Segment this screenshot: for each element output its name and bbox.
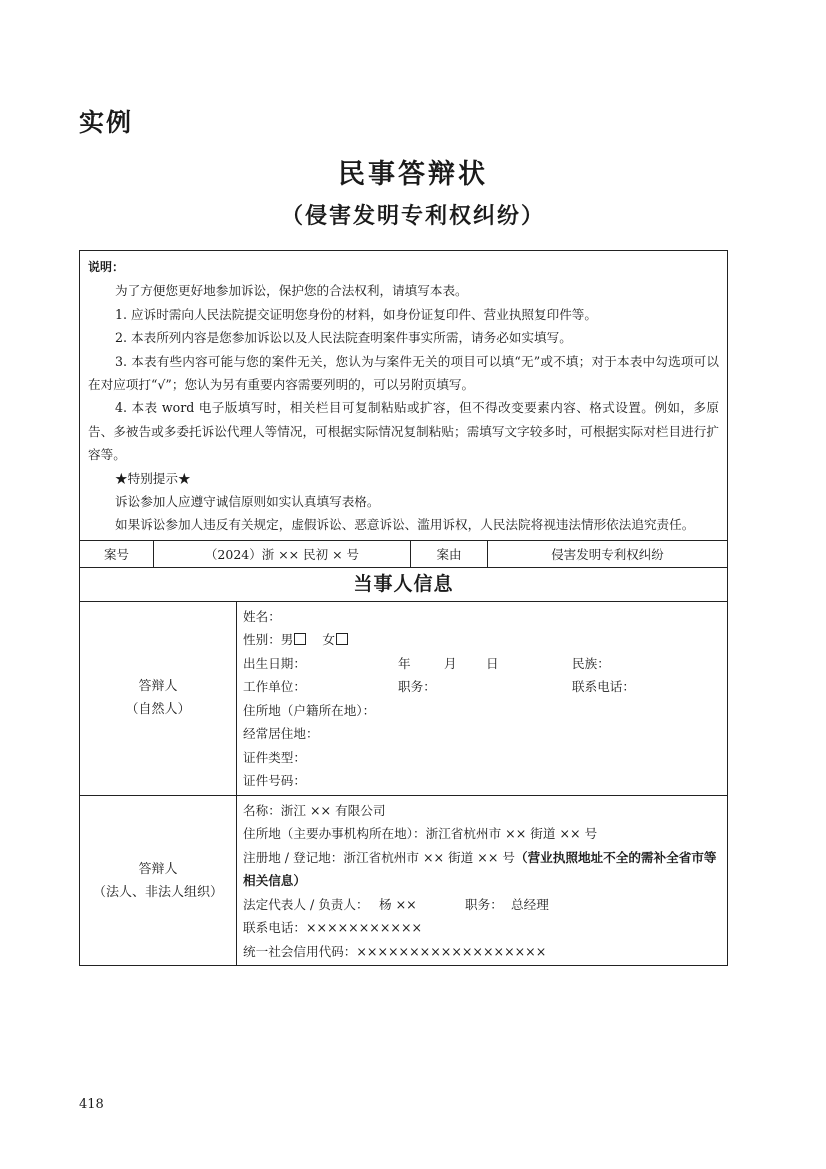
entity-address-field [243, 822, 722, 846]
representative-field [243, 893, 722, 917]
id-number-field[interactable]: 证件号码： [243, 773, 306, 789]
male-option-label: 男 [280, 632, 294, 648]
cause-value[interactable]: 侵害发明专利权纠纷 [551, 546, 664, 562]
special-notice-heading: ★特别提示★ [115, 470, 191, 486]
entity-name-value[interactable]: 浙江 ×× 有限公司 [280, 802, 386, 818]
male-checkbox[interactable] [294, 633, 306, 645]
name-field[interactable]: 姓名： [243, 608, 281, 624]
employer-field[interactable]: 工作单位： [243, 679, 306, 695]
registration-field [243, 846, 722, 893]
case-info-row [80, 541, 727, 568]
legal-entity-section [80, 795, 727, 966]
entity-phone-label: 联系电话： [243, 920, 306, 936]
instruction-paragraph: 为了方便您更好地参加诉讼，保护您的合法权利，请填写本表。 [115, 283, 468, 299]
id-type-field[interactable]: 证件类型： [243, 749, 306, 765]
instruction-paragraph: 1. 应诉时需向人民法院提交证明您身份的材料，如身份证复印件、营业执照复印件等。 [115, 306, 597, 322]
gender-field [243, 628, 722, 652]
document-title: 民事答辩状 [338, 159, 488, 190]
representative-value[interactable]: 杨 ×× [379, 896, 417, 912]
entity-address-label: 住所地（主要办事机构所在地）： [243, 826, 426, 842]
natural-person-label [80, 602, 237, 795]
natural-person-fields [237, 602, 727, 795]
natural-person-section [80, 602, 727, 795]
registration-note: （营业执照地址不全的需补全省市等相关信息） [243, 849, 717, 889]
employment-field [243, 675, 722, 699]
case-number-label: 案号 [80, 541, 154, 567]
registration-value[interactable]: 浙江省杭州市 ×× 街道 ×× 号 [343, 849, 515, 865]
respondent-role: 答辩人 [138, 679, 178, 695]
gender-label: 性别： [243, 632, 281, 648]
instructions-section [80, 251, 727, 541]
entity-name-field [243, 799, 722, 823]
female-option-label: 女 [322, 632, 335, 648]
birth-date-label: 出生日期： [243, 655, 306, 671]
credit-code-label: 统一社会信用代码： [243, 943, 357, 959]
party-info-header: 当事人信息 [80, 568, 727, 602]
section-label: 实例 [79, 108, 134, 137]
credit-code-field [243, 940, 722, 964]
cause-label: 案由 [411, 541, 488, 567]
domicile-field[interactable]: 住所地（户籍所在地）： [243, 702, 376, 718]
page-number: 418 [79, 1097, 104, 1112]
residence-field[interactable]: 经常居住地： [243, 726, 319, 742]
entity-phone-value[interactable]: ××××××××××× [305, 920, 423, 936]
representative-position-label: 职务： [465, 896, 503, 912]
respondent-role: 答辩人 [138, 861, 178, 877]
birth-day-label[interactable]: 日 [486, 655, 499, 671]
legal-entity-label [80, 796, 237, 966]
phone-field[interactable]: 联系电话： [572, 679, 635, 695]
respondent-type: （自然人） [125, 702, 191, 718]
instructions-label: 说明： [88, 260, 125, 274]
entity-phone-field [243, 916, 722, 940]
instruction-paragraph: 2. 本表所列内容是您参加诉讼以及人民法院查明案件事实所需，请务必如实填写。 [115, 330, 572, 346]
defense-form [79, 250, 728, 966]
birth-month-label[interactable]: 月 [444, 655, 457, 671]
instruction-paragraph: 如果诉讼参加人违反有关规定，虚假诉讼、恶意诉讼、滥用诉权，人民法院将视违法情形依法追究责任。 [115, 517, 695, 533]
entity-address-value[interactable]: 浙江省杭州市 ×× 街道 ×× 号 [425, 826, 598, 842]
female-checkbox[interactable] [336, 633, 348, 645]
instruction-paragraph: 诉讼参加人应遵守诚信原则如实认真填写表格。 [115, 494, 380, 510]
legal-entity-fields [237, 796, 727, 966]
case-number-value[interactable]: （2024）浙 ×× 民初 × 号 [154, 541, 411, 567]
ethnicity-field[interactable]: 民族： [572, 655, 610, 671]
instruction-paragraph: 3. 本表有些内容可能与您的案件无关，您认为与案件无关的项目可以填“无”或不填；对于本表中勾选项可以在对应项打“√”；您认为另有重要内容需要列明的，可以另附页填写。 [88, 353, 719, 393]
instruction-paragraph: 4. 本表 word 电子版填写时，相关栏目可复制粘贴或扩容，但不得改变要素内容、格式设置。例如，多原告、多被告或多委托诉讼代理人等情况，可根据实际情况复制粘贴；需填写文字较多时，可根据实际对栏目进行扩容等。 [88, 400, 719, 463]
document-subtitle: （侵害发明专利权纠纷） [280, 204, 545, 229]
respondent-type: （法人、非法人组织） [92, 884, 223, 900]
birth-date-field [243, 652, 722, 676]
credit-code-value[interactable]: ×××××××××××××××××× [356, 943, 547, 959]
birth-year-label[interactable]: 年 [398, 655, 411, 671]
representative-position-value[interactable]: 总经理 [511, 896, 549, 912]
representative-label: 法定代表人 / 负责人： [243, 896, 369, 912]
position-field[interactable]: 职务： [398, 679, 436, 695]
entity-name-label: 名称： [243, 802, 281, 818]
registration-label: 注册地 / 登记地： [243, 849, 344, 865]
